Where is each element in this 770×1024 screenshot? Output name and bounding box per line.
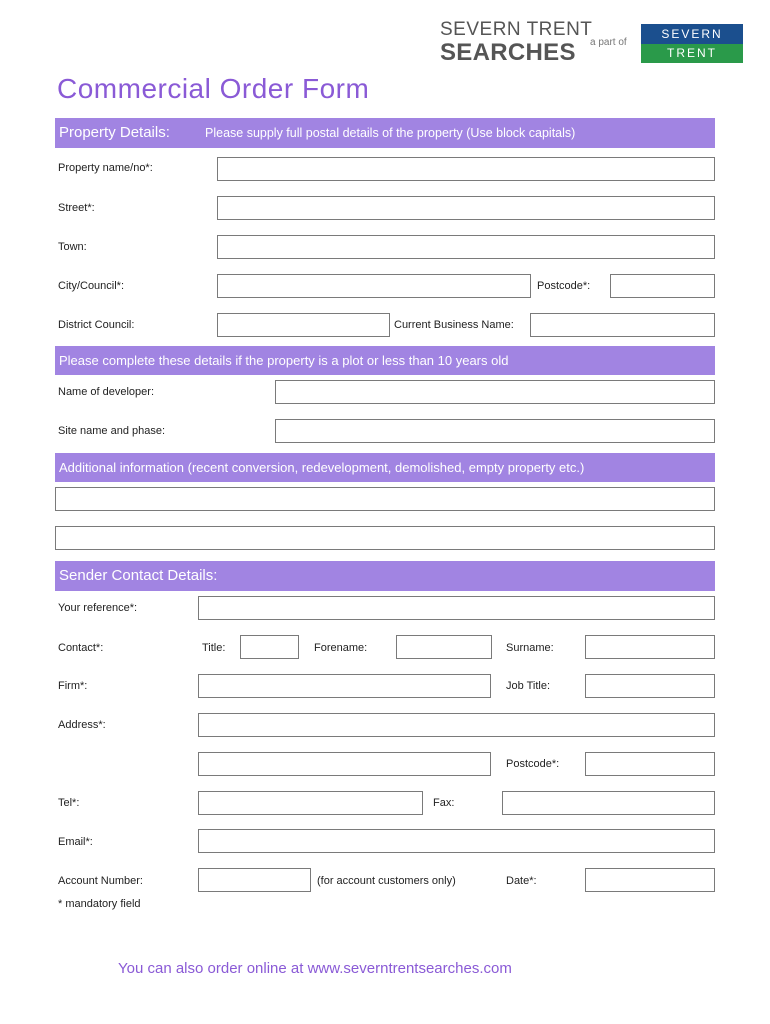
additional-info-title: Additional information (recent conversion, redevelopment, demolished, empty property etc.)	[59, 460, 585, 475]
contact-label: Contact*:	[58, 642, 104, 654]
reference-label: Your reference*:	[58, 602, 138, 614]
sender-postcode-label: Postcode*:	[506, 758, 560, 770]
st-logo-word-2: TRENT	[667, 46, 717, 60]
town-input[interactable]	[217, 235, 715, 259]
property-postcode-input[interactable]	[610, 274, 715, 298]
business-name-label: Current Business Name:	[394, 319, 514, 331]
st-logo-word-1: SEVERN	[661, 27, 723, 41]
severn-trent-logo	[641, 24, 743, 63]
job-title-label: Job Title:	[506, 680, 551, 692]
reference-input[interactable]	[198, 596, 715, 620]
developer-label: Name of developer:	[58, 386, 154, 398]
title-label: Title:	[202, 642, 226, 654]
city-label: City/Council*:	[58, 280, 125, 292]
street-label: Street*:	[58, 202, 95, 214]
surname-input[interactable]	[585, 635, 715, 659]
property-name-input[interactable]	[217, 157, 715, 181]
st-logo-bottom	[641, 44, 743, 63]
firm-input[interactable]	[198, 674, 491, 698]
forename-input[interactable]	[396, 635, 492, 659]
property-details-instruction: Please supply full postal details of the property (Use block capitals)	[205, 126, 576, 140]
property-details-header	[55, 118, 715, 148]
sender-postcode-input[interactable]	[585, 752, 715, 776]
title-input[interactable]	[240, 635, 299, 659]
forename-label: Forename:	[314, 642, 368, 654]
logo-line-1: SEVERN TRENT	[440, 19, 593, 40]
job-title-input[interactable]	[585, 674, 715, 698]
additional-info-header	[55, 453, 715, 482]
plot-details-title: Please complete these details if the property is a plot or less than 10 years old	[59, 353, 509, 368]
page-title: Commercial Order Form	[57, 73, 370, 104]
firm-label: Firm*:	[58, 680, 88, 692]
email-input[interactable]	[198, 829, 715, 853]
fax-input[interactable]	[502, 791, 715, 815]
account-number-label: Account Number:	[58, 875, 143, 887]
site-name-label: Site name and phase:	[58, 425, 166, 437]
property-name-label: Property name/no*:	[58, 162, 153, 174]
town-label: Town:	[58, 241, 87, 253]
email-label: Email*:	[58, 836, 93, 848]
property-postcode-label: Postcode*:	[537, 280, 591, 292]
logo-line-2: SEARCHES	[440, 39, 576, 66]
surname-label: Surname:	[506, 642, 554, 654]
st-logo-top	[641, 24, 743, 44]
tel-label: Tel*:	[58, 797, 80, 809]
order-online-link[interactable]: You can also order online at www.severntrentsearches.com	[118, 960, 512, 977]
account-note: (for account customers only)	[317, 875, 456, 887]
sender-details-title: Sender Contact Details:	[59, 567, 218, 584]
business-name-input[interactable]	[530, 313, 715, 337]
district-council-label: District Council:	[58, 319, 135, 331]
searches-logo	[440, 20, 592, 65]
date-label: Date*:	[506, 875, 537, 887]
fax-label: Fax:	[433, 797, 455, 809]
part-of-text: a part of	[590, 37, 627, 48]
address-input-2[interactable]	[198, 752, 491, 776]
address-label: Address*:	[58, 719, 106, 731]
address-input-1[interactable]	[198, 713, 715, 737]
mandatory-note: * mandatory field	[58, 898, 141, 910]
city-input[interactable]	[217, 274, 531, 298]
street-input[interactable]	[217, 196, 715, 220]
tel-input[interactable]	[198, 791, 423, 815]
site-name-input[interactable]	[275, 419, 715, 443]
sender-details-header	[55, 561, 715, 591]
property-details-title: Property Details:	[59, 124, 170, 141]
additional-info-input-2[interactable]	[55, 526, 715, 550]
district-council-input[interactable]	[217, 313, 390, 337]
plot-details-header	[55, 346, 715, 375]
developer-input[interactable]	[275, 380, 715, 404]
account-number-input[interactable]	[198, 868, 311, 892]
date-input[interactable]	[585, 868, 715, 892]
additional-info-input-1[interactable]	[55, 487, 715, 511]
